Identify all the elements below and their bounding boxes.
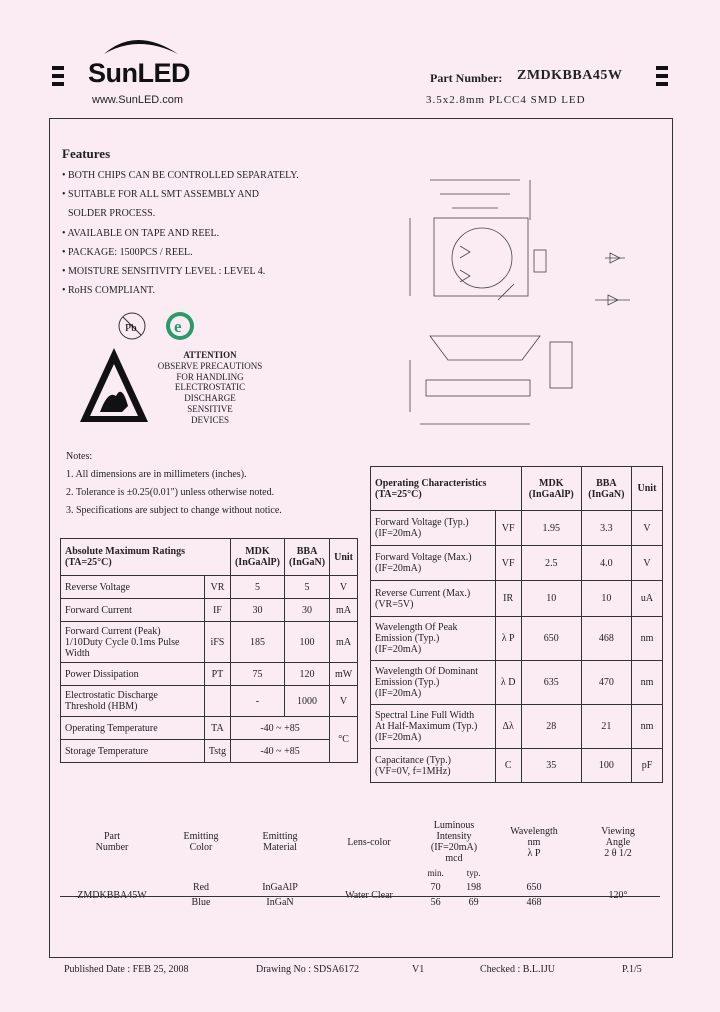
- amr-cell: Power Dissipation: [61, 663, 205, 686]
- amr-col-mdk1: MDK: [245, 546, 270, 557]
- amr-title: [61, 539, 231, 576]
- oc-col-mdk: [521, 467, 581, 511]
- sel-head-line: (IF=20mA): [430, 842, 478, 853]
- oc-cell: V: [631, 511, 662, 546]
- oc-cell: VF: [495, 511, 521, 546]
- sel-cell: Red: [192, 882, 210, 893]
- table-row: [371, 511, 663, 546]
- sel-head-line: Angle: [605, 836, 631, 848]
- table-row: [61, 576, 358, 599]
- sel-head-line: mcd: [445, 853, 463, 864]
- oc-col-mdk1: MDK: [539, 477, 564, 489]
- oc-cell-line: (IF=20mA): [375, 528, 422, 539]
- oc-cell-line: Wavelength Of Peak: [375, 622, 458, 633]
- oc-cell: IR: [495, 581, 521, 617]
- table-row: [371, 661, 663, 705]
- table-row: [61, 663, 358, 686]
- oc-cell: 10: [521, 581, 581, 617]
- amr-cell: 120: [284, 663, 329, 686]
- sel-head-angle: [576, 818, 660, 866]
- amr-cell: -40 ~ +85: [230, 740, 329, 763]
- features-title: Features: [62, 146, 111, 161]
- oc-cell-line: Forward Voltage (Max.): [375, 552, 472, 563]
- oc-cell: [371, 749, 496, 783]
- sel-head-line: Emitting: [262, 831, 298, 842]
- oc-cell: [371, 661, 496, 705]
- sel-head-line: Intensity: [436, 831, 472, 842]
- features-list: [62, 166, 299, 300]
- oc-cell: 2.5: [521, 546, 581, 581]
- oc-cell: 650: [521, 617, 581, 661]
- oc-cell: 4.0: [581, 546, 631, 581]
- sel-part: ZMDKBBA45W: [77, 889, 147, 901]
- oc-cell: [371, 546, 496, 581]
- oc-cell-line: (IF=20mA): [375, 644, 422, 655]
- oc-cell: nm: [631, 705, 662, 749]
- sel-head-lens: Lens-color: [347, 836, 391, 848]
- amr-col-bba2: (InGaN): [288, 557, 326, 568]
- table-row: [60, 866, 660, 880]
- sel-head-line: λ P: [527, 847, 541, 859]
- oc-cell: pF: [631, 749, 662, 783]
- oc-cell-line: (IF=20mA): [375, 732, 422, 743]
- sel-head-line: Luminous: [433, 820, 475, 831]
- selection-divider: [60, 896, 660, 897]
- oc-cell-line: Forward Voltage (Typ.): [375, 517, 469, 528]
- amr-cell: IF: [204, 599, 230, 622]
- amr-cell: Operating Temperature: [61, 717, 205, 740]
- sel-cell: Blue: [191, 897, 211, 908]
- footer-version: V1: [412, 964, 425, 975]
- amr-col-bba: [284, 539, 329, 576]
- oc-title-line2: (TA=25°C): [375, 488, 422, 500]
- amr-cell: Forward Current (Peak) 1/10Duty Cycle 0.1ms Pulse Width: [61, 622, 205, 663]
- sel-cell: 198: [466, 882, 482, 893]
- oc-cell: Δλ: [495, 705, 521, 749]
- amr-cell: 1000: [284, 686, 329, 717]
- sel-head-line: 2 θ 1/2: [604, 847, 632, 859]
- amr-col-unit: Unit: [330, 539, 358, 576]
- table-row: [61, 686, 358, 717]
- amr-cell: Reverse Voltage: [61, 576, 205, 599]
- oc-cell-line: Spectral Line Full Width: [375, 710, 475, 721]
- subtitle: 3.5x2.8mm PLCC4 SMD LED: [426, 94, 586, 106]
- sel-cell: 70: [430, 882, 441, 893]
- sel-cell: 468: [526, 897, 542, 908]
- sel-head-line: Color: [189, 842, 213, 853]
- oc-col-bba1: BBA: [596, 477, 617, 489]
- oc-cell: 635: [521, 661, 581, 705]
- oc-cell-line: Emission (Typ.): [375, 633, 440, 644]
- table-row: [371, 705, 663, 749]
- feature-item: SOLDER PROCESS.: [68, 208, 156, 220]
- oc-cell-line: At Half-Maximum (Typ.): [375, 721, 478, 732]
- amr-title-line1: Absolute Maximum Ratings: [65, 546, 186, 557]
- attention-line: FOR HANDLING: [176, 371, 244, 382]
- footer-page: P.1/5: [622, 964, 642, 975]
- amr-cell: mW: [330, 663, 358, 686]
- sel-cell: 56: [430, 897, 441, 908]
- footer-checked: Checked : B.L.IJU: [480, 964, 555, 975]
- feature-item: • SUITABLE FOR ALL SMT ASSEMBLY AND: [62, 189, 259, 201]
- notes: [66, 448, 282, 520]
- operating-characteristics-table: [370, 466, 663, 783]
- oc-cell: λ P: [495, 617, 521, 661]
- table-row: [61, 599, 358, 622]
- amr-col-mdk: [230, 539, 284, 576]
- sel-cell: InGaN: [266, 897, 294, 908]
- oc-cell-line: Wavelength Of Dominant: [375, 666, 479, 677]
- oc-cell: 1.95: [521, 511, 581, 546]
- amr-cell: 185: [230, 622, 284, 663]
- oc-cell: [371, 581, 496, 617]
- table-row: [371, 617, 663, 661]
- amr-cell: mA: [330, 622, 358, 663]
- sel-head-part: [60, 818, 164, 866]
- amr-cell: VR: [204, 576, 230, 599]
- amr-cell: TA: [204, 717, 230, 740]
- sel-cell: 69: [468, 897, 479, 908]
- amr-cell: -40 ~ +85: [230, 717, 329, 740]
- feature-item: • AVAILABLE ON TAPE AND REEL.: [62, 227, 220, 239]
- oc-title: [371, 467, 522, 511]
- sel-head-material: [238, 818, 322, 866]
- amr-cell: Storage Temperature: [61, 740, 205, 763]
- oc-cell: 468: [581, 617, 631, 661]
- sel-head-line: Emitting: [183, 831, 219, 842]
- table-row: [61, 717, 358, 740]
- notes-title: Notes:: [66, 451, 93, 462]
- amr-cell: -: [230, 686, 284, 717]
- oc-cell: 10: [581, 581, 631, 617]
- oc-col-bba: [581, 467, 631, 511]
- pb-label: Pb: [125, 322, 137, 334]
- sel-cell: 650: [526, 882, 542, 893]
- sel-head-luminous: [416, 818, 492, 866]
- amr-cell: 5: [284, 576, 329, 599]
- amr-cell: 30: [284, 599, 329, 622]
- amr-cell: iFS: [204, 622, 230, 663]
- amr-cell: Forward Current: [61, 599, 205, 622]
- sel-head-typ: typ.: [466, 868, 481, 878]
- attention-line: DEVICES: [191, 414, 229, 425]
- note-item: 2. Tolerance is ±0.25(0.01") unless otherwise noted.: [66, 487, 275, 498]
- right-bars-icon: [656, 66, 668, 90]
- oc-cell: λ D: [495, 661, 521, 705]
- amr-cell: °C: [330, 717, 358, 763]
- attention-line: SENSITIVE: [187, 403, 233, 414]
- package-dimension-drawing: [390, 160, 660, 440]
- amr-col-mdk2: (InGaAlP): [234, 557, 280, 568]
- amr-cell: Tstg: [204, 740, 230, 763]
- attention-text: [150, 350, 270, 426]
- oc-col-unit: Unit: [631, 467, 662, 511]
- amr-cell: 100: [284, 622, 329, 663]
- feature-item: • BOTH CHIPS CAN BE CONTROLLED SEPARATELY.: [62, 170, 299, 181]
- table-row: [371, 546, 663, 581]
- attention-line: OBSERVE PRECAUTIONS: [157, 360, 263, 371]
- brand-logo: SunLED: [88, 58, 190, 88]
- oc-cell: 21: [581, 705, 631, 749]
- table-row: [371, 749, 663, 783]
- sel-head-line: nm: [527, 836, 541, 848]
- oc-cell: 28: [521, 705, 581, 749]
- attention-line: ATTENTION: [183, 350, 237, 360]
- oc-cell: V: [631, 546, 662, 581]
- amr-cell: 5: [230, 576, 284, 599]
- esd-warning-icon: [78, 346, 150, 426]
- oc-cell-line: Reverse Current (Max.): [375, 587, 471, 599]
- attention-line: DISCHARGE: [184, 393, 236, 404]
- feature-item: • MOISTURE SENSITIVITY LEVEL : LEVEL 4.: [62, 266, 266, 278]
- oc-cell: uA: [631, 581, 662, 617]
- oc-title-line1: Operating Characteristics: [375, 477, 487, 489]
- amr-cell: 30: [230, 599, 284, 622]
- amr-cell: Electrostatic Discharge Threshold (HBM): [61, 686, 205, 717]
- part-number-label: Part Number:: [430, 71, 503, 85]
- attention-line: ELECTROSTATIC: [174, 382, 246, 393]
- sel-angle: 120°: [608, 889, 628, 901]
- table-row: [61, 740, 358, 763]
- table-row: [60, 880, 660, 895]
- footer-drawing: Drawing No : SDSA6172: [256, 964, 360, 975]
- oc-cell: 3.3: [581, 511, 631, 546]
- sel-lens: Water Clear: [345, 889, 393, 901]
- oc-cell: VF: [495, 546, 521, 581]
- part-number: ZMDKBBA45W: [517, 68, 623, 83]
- absolute-max-ratings-table: [60, 538, 358, 763]
- note-item: 1. All dimensions are in millimeters (inches).: [66, 469, 247, 480]
- table-row: [60, 818, 660, 866]
- sel-head-line: Wavelength: [510, 825, 558, 837]
- oc-cell: 35: [521, 749, 581, 783]
- amr-cell: mA: [330, 599, 358, 622]
- oc-cell: C: [495, 749, 521, 783]
- oc-cell-line: (IF=20mA): [375, 563, 422, 574]
- oc-cell-line: Capacitance (Typ.): [375, 754, 451, 766]
- amr-title-line2: (TA=25°C): [65, 557, 112, 568]
- oc-cell: 100: [581, 749, 631, 783]
- oc-col-mdk2: (InGaAlP): [528, 488, 574, 500]
- sel-cell: InGaAlP: [262, 882, 298, 893]
- sel-head-min: min.: [427, 868, 444, 878]
- amr-cell: 75: [230, 663, 284, 686]
- oc-cell: [371, 705, 496, 749]
- sel-head-line: Material: [263, 842, 297, 853]
- brand-url: www.SunLED.com: [92, 94, 184, 106]
- table-row: [371, 581, 663, 617]
- sel-head-color: [164, 818, 238, 866]
- sel-head-line: Number: [95, 842, 129, 853]
- left-bars-icon: [52, 66, 64, 90]
- amr-cell: V: [330, 576, 358, 599]
- rohs-label: e: [174, 317, 182, 336]
- oc-cell: [371, 617, 496, 661]
- oc-col-bba2: (InGaN): [588, 488, 625, 500]
- amr-col-bba1: BBA: [296, 546, 318, 557]
- oc-cell: nm: [631, 661, 662, 705]
- sel-head-line: Viewing: [601, 825, 635, 837]
- feature-item: • RoHS COMPLIANT.: [62, 285, 156, 297]
- oc-cell: [371, 511, 496, 546]
- table-row: [61, 622, 358, 663]
- oc-cell-line: (VF=0V, f=1MHz): [375, 765, 451, 777]
- amr-cell: V: [330, 686, 358, 717]
- oc-cell: nm: [631, 617, 662, 661]
- note-item: 3. Specifications are subject to change without notice.: [66, 505, 282, 516]
- amr-cell: [204, 686, 230, 717]
- footer-published: Published Date : FEB 25, 2008: [64, 964, 189, 975]
- sel-head-wavelength: [492, 818, 576, 866]
- oc-cell: 470: [581, 661, 631, 705]
- feature-item: • PACKAGE: 1500PCS / REEL.: [62, 246, 193, 258]
- oc-cell-line: (IF=20mA): [375, 688, 422, 699]
- rohs-e-icon: [164, 310, 200, 346]
- oc-cell-line: Emission (Typ.): [375, 677, 440, 688]
- oc-cell-line: (VR=5V): [375, 598, 414, 610]
- sel-head-line: Part: [103, 831, 121, 842]
- amr-cell: PT: [204, 663, 230, 686]
